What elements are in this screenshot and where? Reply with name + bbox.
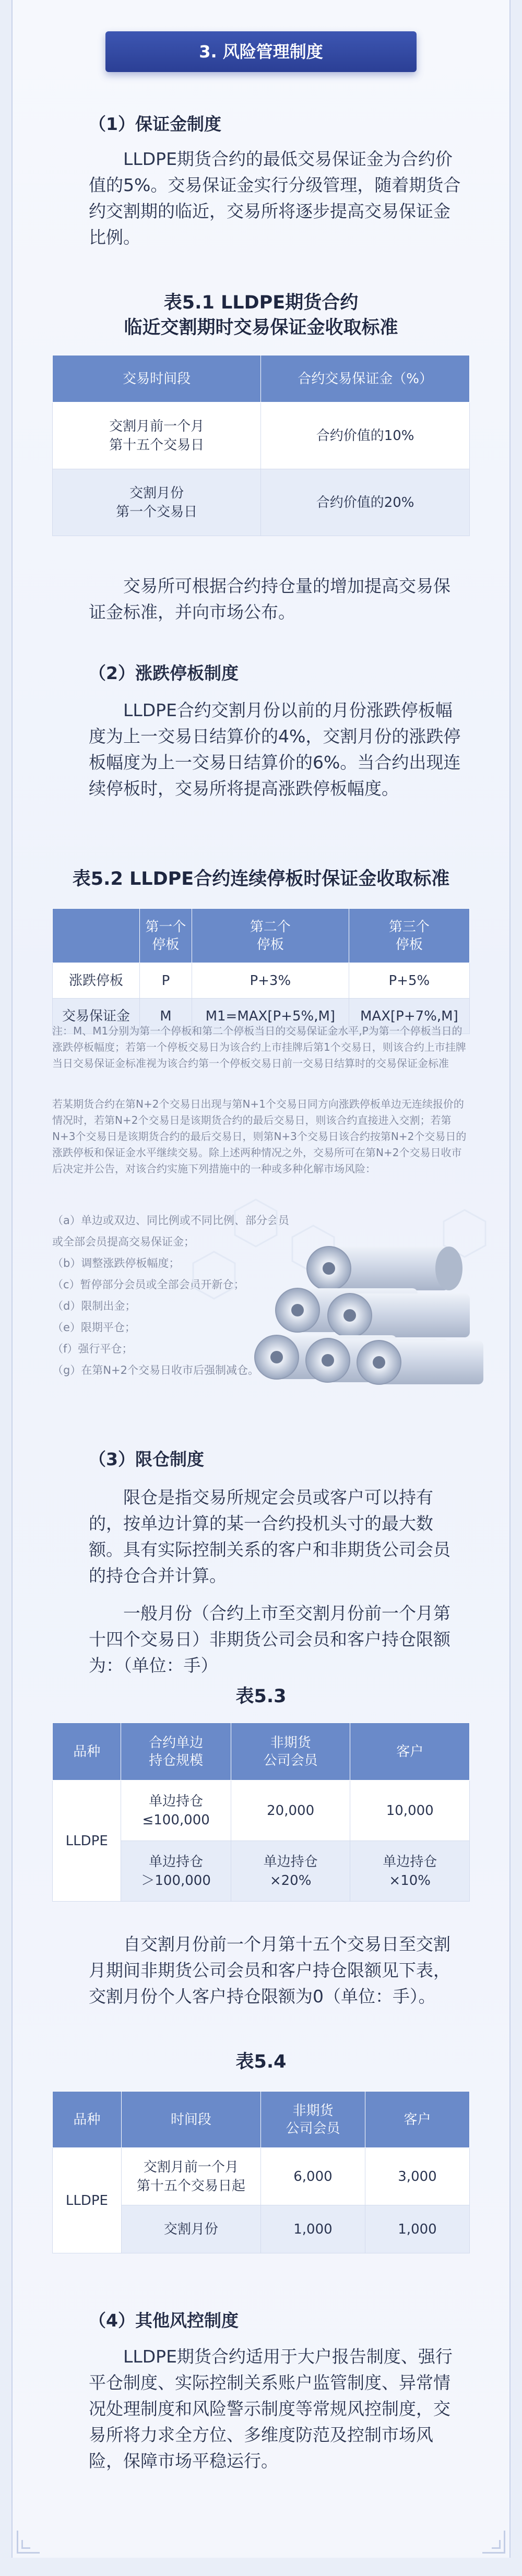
table-cell: P bbox=[139, 963, 192, 999]
table-5-4-title: 表5.4 bbox=[235, 2051, 287, 2072]
table-cell: 单边持仓 ×10% bbox=[350, 1841, 470, 1902]
list-item: （c）暂停部分会员或全部会员开新仓； bbox=[52, 1278, 245, 1291]
table-header: 品种 bbox=[53, 2092, 122, 2148]
paragraph: 限仓是指交易所规定会员或客户可以持有的，按单边计算的某一合约投机头寸的最大数额。具有实际控制关系的客户和非期货公司会员的持仓合并计算。 bbox=[89, 1487, 450, 1586]
table-cell: 20,000 bbox=[231, 1780, 350, 1841]
list-item: （b）调整涨跌停板幅度； bbox=[52, 1257, 180, 1269]
plastic-film-rolls-illustration bbox=[172, 1190, 506, 1420]
table-header: 品种 bbox=[53, 1723, 121, 1780]
paragraph: 交易所可根据合约持仓量的增加提高交易保证金标准，并向市场公布。 bbox=[89, 576, 450, 622]
table-row bbox=[53, 1780, 470, 1841]
table-header: 客户 bbox=[350, 1723, 470, 1780]
table-cell: MAX[P+7%,M] bbox=[349, 999, 469, 1034]
table-5-1-title-line2: 临近交割期时交易保证金收取标准 bbox=[124, 317, 398, 338]
table-header: 第二个 停板 bbox=[192, 909, 349, 963]
table-5-1 bbox=[52, 355, 470, 536]
paragraph: 自交割月份前一个月第十五个交易日至交割月期间非期货公司会员和客户持仓限额见下表，交割月份个人客户持仓限额为0（单位：手）。 bbox=[89, 1934, 450, 2007]
paragraph: LLDPE期货合约的最低交易保证金为合约价值的5%。交易保证金实行分级管理，随着期货合约交割期的临近，交易所将逐步提高交易保证金比例。 bbox=[89, 149, 461, 247]
table-cell: 10,000 bbox=[350, 1780, 470, 1841]
table-row bbox=[53, 963, 470, 999]
table-cell: 交割月前一个月 第十五个交易日起 bbox=[121, 2148, 260, 2205]
list-item: （f）强行平仓； bbox=[52, 1343, 133, 1355]
table-5-2-title: 表5.2 LLDPE合约连续停板时保证金收取标准 bbox=[72, 869, 450, 889]
paragraph: LLDPE期货合约适用于大户报告制度、强行平仓制度、实际控制关系账户监管制度、异常情况处理制度和风险警示制度等常规风控制度，交易所将力求全方位、多维度防范及控制市场风险，保障市场平稳运行。 bbox=[89, 2346, 453, 2471]
paragraph: LLDPE合约交割月份以前的月份涨跌停板幅度为上一交易日结算价的4%，交割月份的涨跌停板幅度为上一交易日结算价的6%。当合约出现连续停板时，交易所将提高涨跌停板幅度。 bbox=[89, 700, 461, 799]
table-cell: M1=MAX[P+5%,M] bbox=[192, 999, 349, 1034]
table-header bbox=[53, 909, 140, 963]
table-cell: LLDPE bbox=[53, 2148, 122, 2253]
table-cell: M bbox=[139, 999, 192, 1034]
table-header: 非期货 公司会员 bbox=[231, 1723, 350, 1780]
corner-ornament bbox=[17, 2531, 40, 2554]
table-5-3 bbox=[52, 1723, 470, 1902]
table-row bbox=[53, 2148, 470, 2205]
table-cell: 涨跌停板 bbox=[53, 963, 140, 999]
table-note: 注：M、M1分别为第一个停板和第二个停板当日的交易保证金水平,P为第一个停板当日的涨跌停板幅度；若第一个停板交易日为该合约上市挂牌后第1个交易日，则该合约上市挂牌当日交易保证金标准视为该合约第一个停板交易日前一交易日结算时的交易保证金标准 bbox=[52, 1025, 466, 1070]
table-cell: 交割月前一个月 第十五个交易日 bbox=[53, 402, 261, 469]
table-cell: 交割月份 第一个交易日 bbox=[53, 469, 261, 536]
table-cell: 1,000 bbox=[260, 2205, 365, 2253]
roll-group bbox=[255, 1247, 483, 1384]
table-header: 第一个 停板 bbox=[139, 909, 192, 963]
table-header: 合约单边 持仓规模 bbox=[121, 1723, 231, 1780]
table-header: 合约交易保证金（%） bbox=[261, 355, 470, 402]
table-cell: 1,000 bbox=[365, 2205, 469, 2253]
table-cell: 单边持仓 ×20% bbox=[231, 1841, 350, 1902]
table-cell: 合约价值的20% bbox=[261, 469, 470, 536]
table-cell: 交割月份 bbox=[121, 2205, 260, 2253]
table-5-1-title-line1: 表5.1 LLDPE期货合约 bbox=[163, 292, 359, 313]
heading-price-limit: （2）涨跌停板制度 bbox=[89, 663, 239, 683]
heading-other-risk-control: （4）其他风控制度 bbox=[89, 2310, 239, 2331]
table-cell: 单边持仓 ≤100,000 bbox=[121, 1780, 231, 1841]
table-cell: 6,000 bbox=[260, 2148, 365, 2205]
table-cell: LLDPE bbox=[53, 1780, 121, 1902]
list-item: （g）在第N+2个交易日收市后强制减仓。 bbox=[52, 1364, 259, 1376]
table-cell: 单边持仓 ＞100,000 bbox=[121, 1841, 231, 1902]
table-cell: P+3% bbox=[192, 963, 349, 999]
list-item: （a）单边或双边、同比例或不同比例、部分会员或全部会员提高交易保证金； bbox=[52, 1214, 289, 1248]
table-header: 时间段 bbox=[121, 2092, 260, 2148]
paragraph: 一般月份（合约上市至交割月份前一个月第十四个交易日）非期货公司会员和客户持仓限额为：（单位：手） bbox=[89, 1603, 450, 1676]
table-row bbox=[53, 402, 470, 469]
heading-position-limit: （3）限仓制度 bbox=[89, 1449, 204, 1469]
table-5-4 bbox=[52, 2091, 470, 2253]
table-header: 非期货 公司会员 bbox=[260, 2092, 365, 2148]
table-cell: 3,000 bbox=[365, 2148, 469, 2205]
table-header: 交易时间段 bbox=[53, 355, 261, 402]
table-cell: 合约价值的10% bbox=[261, 402, 470, 469]
table-note: 若某期货合约在第N+2个交易日出现与第N+1个交易日同方向涨跌停板单边无连续报价的情况时，若第N+2个交易日是该期货合约的最后交易日，则该合约直接进入交割；若第N+3个交易日是该期货合约的最后交易日，则第N+3个交易日该合约按第N+2个交易日的涨跌停板和保证金水平继续交易。除上述两种情况之外，交易所可在第N+2个交易日收市后决定并公告，对该合约实施下列措施中的一种或多种化解市场风险： bbox=[52, 1098, 467, 1175]
list-item: （e）限期平仓； bbox=[52, 1321, 136, 1334]
table-cell: P+5% bbox=[349, 963, 469, 999]
table-5-2 bbox=[52, 908, 470, 1034]
table-header: 客户 bbox=[365, 2092, 469, 2148]
table-header: 第三个 停板 bbox=[349, 909, 469, 963]
heading-margin: （1）保证金制度 bbox=[89, 114, 221, 134]
table-cell: 交易保证金 bbox=[53, 999, 140, 1034]
section-title: 3. 风险管理制度 bbox=[105, 31, 417, 72]
corner-ornament bbox=[482, 2531, 505, 2554]
table-row bbox=[53, 469, 470, 536]
list-item: （d）限制出金； bbox=[52, 1300, 136, 1312]
table-5-3-title: 表5.3 bbox=[235, 1686, 287, 1707]
